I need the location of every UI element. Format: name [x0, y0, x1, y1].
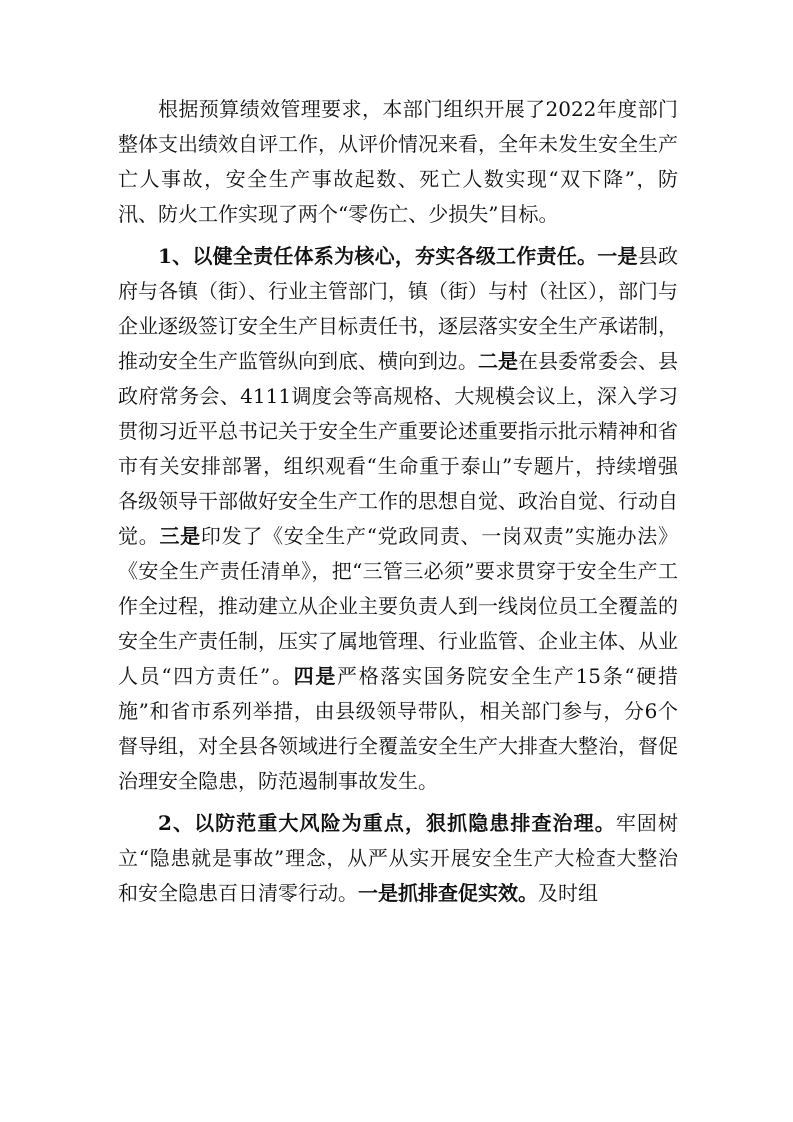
paragraph-section-1 [118, 239, 678, 799]
point-label: 一是抓排查促实效。 [358, 881, 538, 905]
paragraph-text: 及时组 [538, 881, 598, 905]
paragraph-text: 牢固树立“隐患就是事故”理念，从严从实开展安全生产大检查大整治和安全隐患百日清零行动。 [118, 811, 679, 905]
document-body [118, 92, 678, 918]
point-label: 三是 [159, 524, 201, 548]
paragraph-text: 印发了《安全生产“党政同责、一岗双责”实施办法》《安全生产责任清单》，把“三管三必须”要求贯穿于安全生产工作全过程，推动建立从企业主要负责人到一线岗位员工全覆盖的安全生产责任制，压实了属地管理、行业监管、企业主体、从业人员“四方责任”。 [118, 524, 679, 688]
point-label: 四是 [293, 664, 338, 688]
section-heading: 1、以健全责任体系为核心，夯实各级工作责任。 [158, 244, 598, 268]
paragraph-text: 根据预算绩效管理要求，本部门组织开展了2022年度部门整体支出绩效自评工作，从评价情况来看，全年未发生安全生产亡人事故，安全生产事故起数、死亡人数实现“双下降”，防汛、防火工作实现了两个“零伤亡、少损失”目标。 [118, 97, 678, 226]
paragraph-intro [118, 92, 678, 232]
point-label: 二是 [478, 349, 518, 373]
paragraph-text: 县政府与各镇（街）、行业主管部门，镇（街）与村（社区），部门与企业逐级签订安全生产目标责任书，逐层落实安全生产承诺制，推动安全生产监管纵向到底、横向到边。 [118, 244, 679, 373]
paragraph-section-2 [118, 806, 678, 911]
point-label: 一是 [597, 244, 638, 268]
section-heading: 2、以防范重大风险为重点，狠抓隐患排查治理。 [158, 811, 616, 835]
paragraph-text: 在县委常委会、县政府常务会、4111调度会等高规格、大规模会议上，深入学习贯彻习近平总书记关于安全生产重要论述重要指示批示精神和省市有关安排部署，组织观看“生命重于泰山”专题片，持续增强各级领导干部做好安全生产工作的思想自觉、政治自觉、行动自觉。 [118, 349, 678, 548]
paragraph-text: 严格落实国务院安全生产15条“硬措施”和省市系列举措，由县级领导带队，相关部门参与，分6个督导组，对全县各领域进行全覆盖安全生产大排查大整治，督促治理安全隐患，防范遏制事故发生。 [118, 664, 678, 793]
